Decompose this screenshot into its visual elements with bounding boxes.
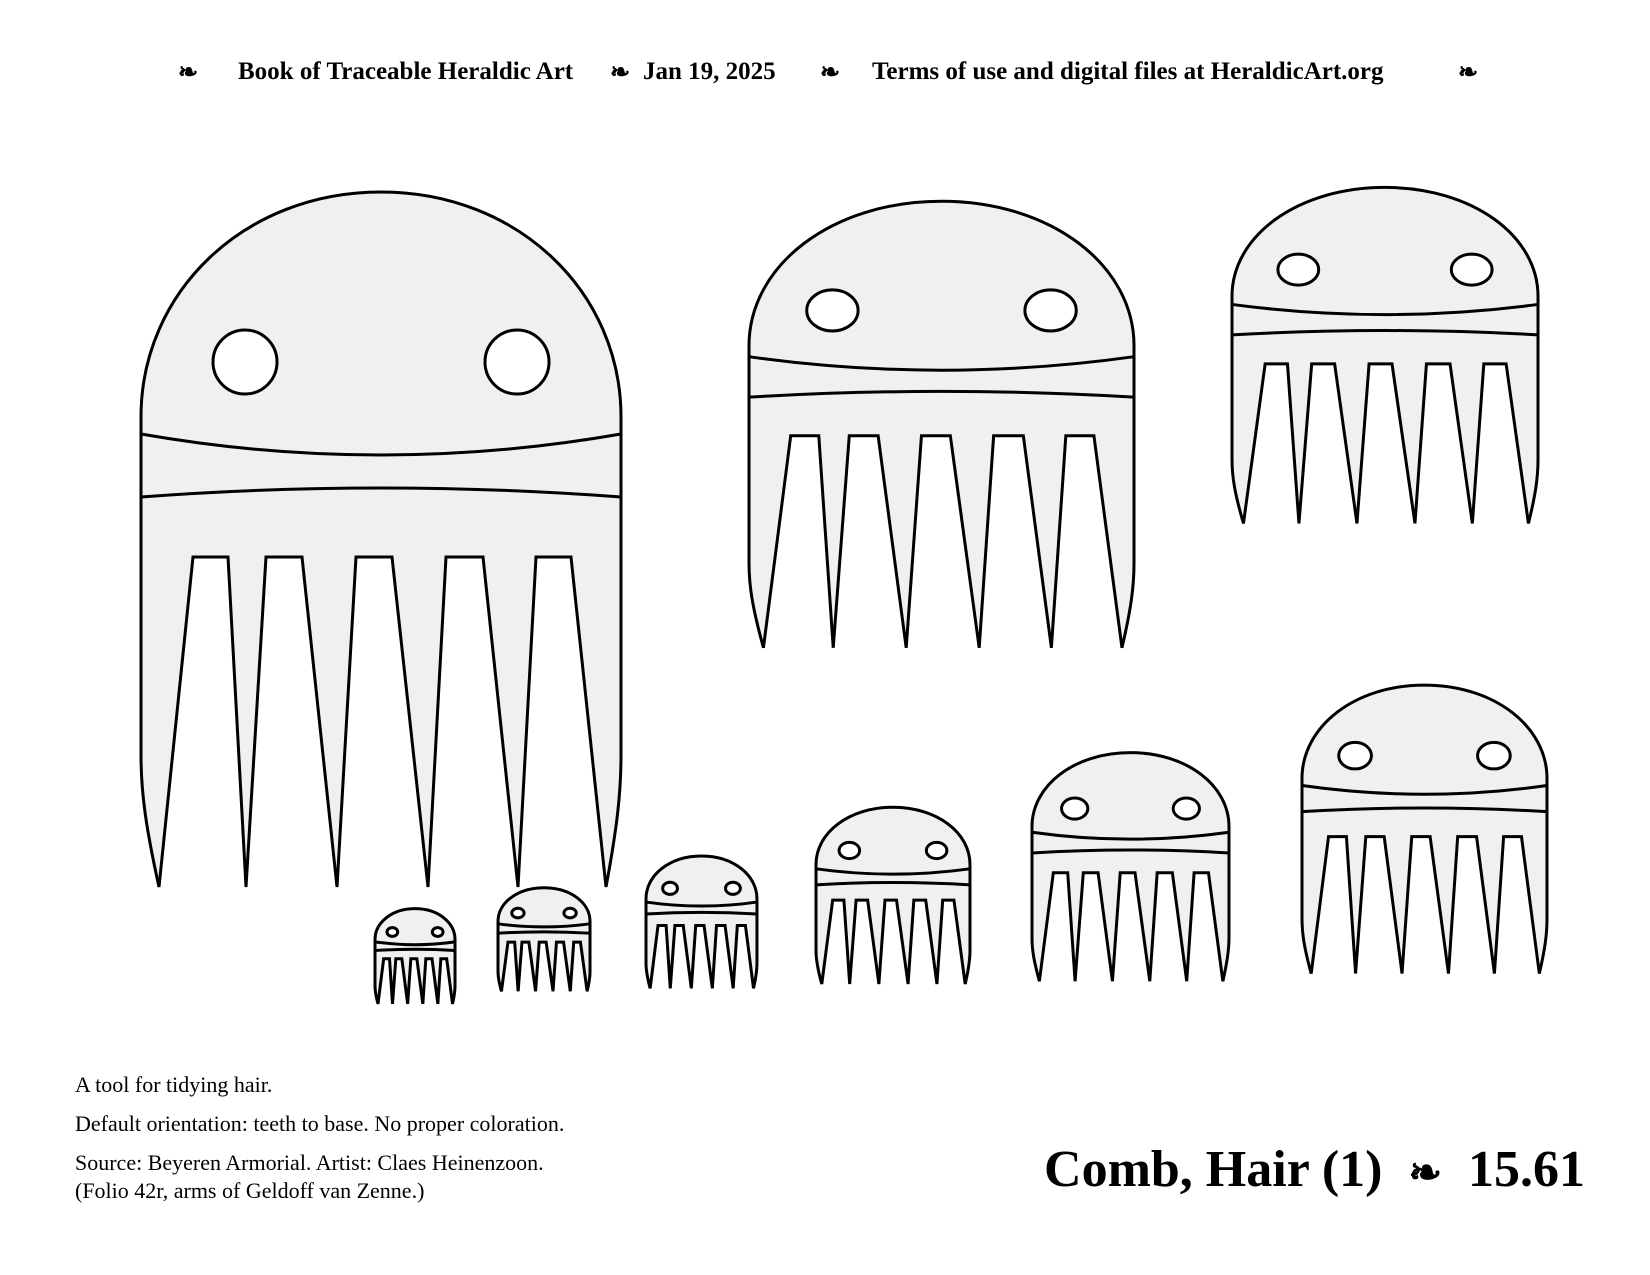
description-line-1: A tool for tidying hair. xyxy=(75,1072,273,1097)
plate-separator: ❧ xyxy=(1408,1150,1442,1195)
plate-title xyxy=(1044,1140,1585,1210)
plate-name: Comb, Hair (1) xyxy=(1044,1141,1383,1198)
header-separator-1: ❧ xyxy=(610,60,631,86)
book-title: Book of Traceable Heraldic Art xyxy=(238,58,574,85)
plate-number: 15.61 xyxy=(1468,1141,1585,1198)
comb-size-4 xyxy=(816,807,970,984)
header-separator-2: ❧ xyxy=(820,60,841,86)
comb-size-2 xyxy=(498,888,590,992)
comb-medium-2 xyxy=(1232,187,1538,523)
comb-size-1 xyxy=(375,909,455,1004)
comb-size-3 xyxy=(646,856,757,988)
header-right-ornament: ❧ xyxy=(1458,60,1479,86)
header-date: Jan 19, 2025 xyxy=(643,58,776,85)
comb-size-5 xyxy=(1032,753,1229,982)
terms-link[interactable]: Terms of use and digital files at HeraldicArt.org xyxy=(872,58,1384,85)
description-line-2: Default orientation: teeth to base. No proper coloration. xyxy=(75,1111,565,1136)
header-left-ornament: ❧ xyxy=(178,60,199,86)
comb-large xyxy=(141,192,621,887)
comb-size-6 xyxy=(1302,685,1547,973)
description-line-4: (Folio 42r, arms of Geldoff van Zenne.) xyxy=(75,1178,425,1203)
comb-medium-1 xyxy=(749,201,1134,648)
description-line-3: Source: Beyeren Armorial. Artist: Claes Heinenzoon. xyxy=(75,1150,544,1175)
